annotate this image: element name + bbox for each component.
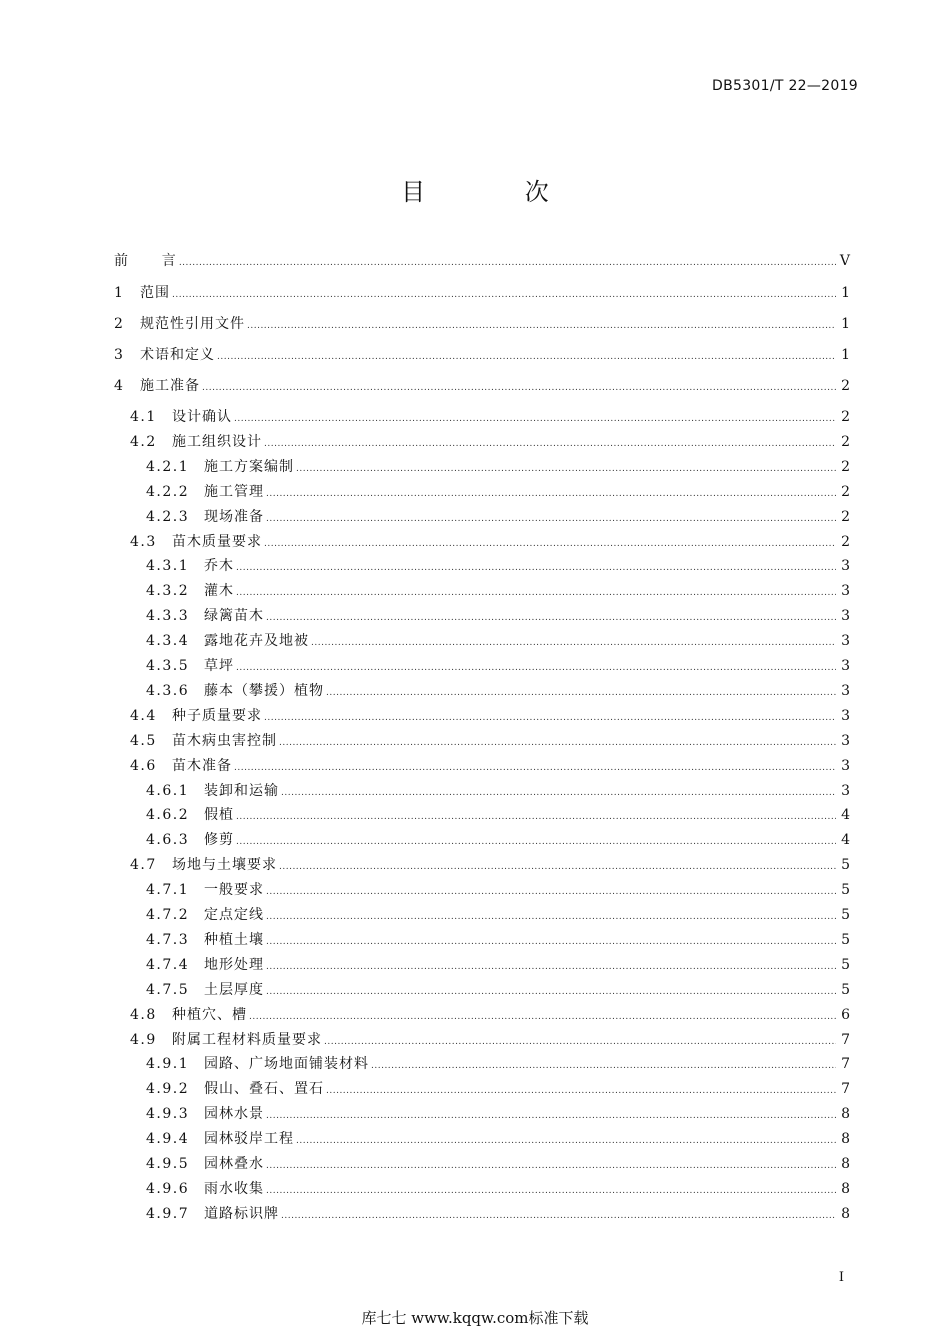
toc-entry-page: 7 (841, 1031, 850, 1048)
toc-entry-number: 1 (114, 285, 125, 301)
toc-entry-page: 8 (841, 1131, 850, 1148)
toc-entry-label: 种植穴、槽 (172, 1006, 247, 1023)
toc-entry-label: 藤本（攀援）植物 (204, 682, 324, 699)
toc-leader-dots (266, 509, 836, 529)
toc-leader-dots (266, 882, 836, 902)
toc-entry-page: 3 (841, 558, 850, 575)
toc-entry-label: 假山、叠石、置石 (204, 1081, 324, 1098)
toc-entry-page: 4 (841, 832, 850, 849)
toc-entry-page: 5 (841, 882, 850, 899)
toc-entry-page: 2 (841, 458, 850, 475)
toc-entry[interactable] (114, 314, 850, 334)
toc-entry-page: 8 (841, 1156, 850, 1172)
toc-entry-label: 设计确认 (172, 409, 232, 425)
toc-entry-number: 2 (114, 316, 125, 332)
toc-entry-label: 土层厚度 (204, 981, 264, 998)
toc-entry-number: 4.9.3 (146, 1106, 190, 1123)
toc-entry-page: 5 (841, 956, 850, 973)
toc-entry-label: 场地与土壤要求 (172, 857, 277, 874)
toc-entry-number: 4.2 (130, 433, 157, 450)
toc-leader-dots (179, 253, 836, 273)
toc-entry-number: 前 (114, 253, 130, 269)
toc-entry-page: 7 (841, 1056, 850, 1073)
toc-entry-page: 3 (841, 658, 850, 674)
toc-entry-label: 园林叠水 (204, 1156, 264, 1172)
toc-leader-dots (202, 378, 836, 398)
toc-entry[interactable] (114, 1129, 850, 1149)
toc-entry[interactable] (114, 556, 850, 576)
toc-entry[interactable] (114, 756, 850, 776)
toc-entry-page: 3 (841, 583, 850, 600)
toc-leader-dots (326, 683, 836, 703)
toc-entry-page: 8 (841, 1180, 850, 1197)
toc-leader-dots (281, 783, 836, 803)
toc-entry-number: 4.7.1 (146, 882, 190, 899)
toc-entry-number: 4.9.1 (146, 1056, 190, 1073)
toc-entry[interactable] (114, 432, 850, 452)
toc-leader-dots (266, 608, 836, 628)
toc-leader-dots (217, 347, 836, 367)
toc-entry[interactable] (114, 1204, 850, 1224)
toc-entry[interactable] (114, 1179, 850, 1199)
toc-leader-dots (266, 484, 836, 504)
page-number: I (838, 1270, 844, 1285)
toc-leader-dots (264, 708, 836, 728)
toc-entry[interactable] (114, 930, 850, 950)
toc-entry[interactable] (114, 731, 850, 751)
toc-entry[interactable] (114, 681, 850, 701)
toc-entry-number: 3 (114, 347, 125, 363)
toc-leader-dots (264, 434, 836, 454)
toc-entry[interactable] (114, 880, 850, 900)
toc-entry[interactable] (114, 345, 850, 365)
toc-entry-label: 地形处理 (204, 956, 264, 973)
toc-entry-number: 4.2.3 (146, 508, 190, 525)
toc-entry-number: 4.3.1 (146, 558, 190, 575)
footer-watermark: 库七七 www.kqqw.com标准下载 (361, 1309, 589, 1327)
toc-entry-page: 5 (841, 931, 850, 948)
toc-entry[interactable] (114, 581, 850, 601)
toc-entry[interactable] (114, 805, 850, 825)
toc-entry-page: 3 (841, 682, 850, 699)
toc-entry[interactable] (114, 507, 850, 527)
toc-entry-number: 4.9.2 (146, 1081, 190, 1098)
toc-leader-dots (296, 1131, 836, 1151)
toc-entry-number: 4 (114, 378, 125, 394)
toc-entry[interactable] (114, 1005, 850, 1025)
toc-entry[interactable] (114, 830, 850, 850)
toc-entry-page: V (839, 253, 850, 269)
toc-entry[interactable] (114, 407, 850, 427)
toc-entry-label: 术语和定义 (140, 347, 215, 363)
toc-entry-page: 7 (841, 1081, 850, 1098)
toc-entry-label: 一般要求 (204, 882, 264, 899)
toc-entry-label: 装卸和运输 (204, 782, 279, 799)
toc-leader-dots (172, 285, 836, 305)
toc-entry-number: 4.7 (130, 857, 157, 874)
toc-entry[interactable] (114, 376, 850, 396)
toc-leader-dots (371, 1056, 836, 1076)
toc-leader-dots (279, 857, 836, 877)
toc-entry-page: 2 (841, 508, 850, 525)
toc-entry[interactable] (114, 251, 850, 271)
toc-entry-number: 4.9 (130, 1031, 157, 1048)
toc-entry-label: 乔木 (204, 558, 234, 575)
toc-entry-number: 4.7.3 (146, 931, 190, 948)
toc-entry-number: 4.6.3 (146, 832, 190, 849)
toc-entry[interactable] (114, 1079, 850, 1099)
toc-entry-page: 4 (841, 807, 850, 824)
toc-leader-dots (324, 1032, 836, 1052)
toc-entry-page: 3 (841, 707, 850, 724)
toc-leader-dots (296, 459, 836, 479)
toc-entry-label: 苗木质量要求 (172, 533, 262, 550)
toc-entry[interactable] (114, 631, 850, 651)
toc-entry[interactable] (114, 457, 850, 477)
toc-entry-page: 1 (841, 316, 850, 332)
toc-leader-dots (234, 758, 836, 778)
toc-entry-page: 8 (841, 1205, 850, 1222)
toc-entry-number: 4.6.2 (146, 807, 190, 824)
toc-entry-label: 附属工程材料质量要求 (172, 1031, 322, 1048)
toc-entry-label: 道路标识牌 (204, 1205, 279, 1222)
toc-entry[interactable] (114, 1054, 850, 1074)
toc-entry-label: 灌木 (204, 583, 234, 600)
toc-entry-number: 4.6 (130, 757, 157, 774)
toc-entry[interactable] (114, 955, 850, 975)
document-code: DB5301/T 22—2019 (712, 78, 858, 94)
toc-entry-number: 4.1 (130, 409, 157, 425)
toc-leader-dots (266, 957, 836, 977)
toc-leader-dots (234, 409, 836, 429)
toc-entry-number: 4.9.6 (146, 1180, 190, 1197)
toc-entry-page: 8 (841, 1106, 850, 1123)
toc-entry-number: 4.7.5 (146, 981, 190, 998)
toc-entry[interactable] (114, 855, 850, 875)
toc-entry-page: 1 (841, 347, 850, 363)
toc-entry-page: 1 (841, 285, 850, 301)
toc-entry-label: 露地花卉及地被 (204, 633, 309, 650)
toc-entry-number: 4.7.4 (146, 956, 190, 973)
toc-leader-dots (311, 633, 836, 653)
toc-entry-page: 3 (841, 608, 850, 625)
toc-entry[interactable] (114, 606, 850, 626)
toc-entry-label: 规范性引用文件 (140, 316, 245, 332)
toc-leader-dots (266, 932, 836, 952)
toc-entry-number: 4.3.5 (146, 658, 190, 674)
toc-entry-number: 4.5 (130, 732, 157, 749)
toc-entry-number: 4.9.4 (146, 1131, 190, 1148)
toc-entry-page: 3 (841, 633, 850, 650)
toc-entry-number: 4.9.7 (146, 1205, 190, 1222)
toc-entry-label: 定点定线 (204, 907, 264, 923)
toc-entry-label: 施工管理 (204, 483, 264, 500)
toc-leader-dots (266, 982, 836, 1002)
toc-entry-label: 假植 (204, 807, 234, 824)
toc-leader-dots (236, 558, 836, 578)
toc-entry[interactable] (114, 1030, 850, 1050)
toc-entry[interactable] (114, 656, 850, 676)
toc-leader-dots (236, 832, 836, 852)
toc-entry-label: 草坪 (204, 658, 234, 674)
toc-entry-label: 现场准备 (204, 508, 264, 525)
toc-entry-page: 5 (841, 981, 850, 998)
toc-leader-dots (249, 1007, 836, 1027)
toc-entry-number: 4.3.4 (146, 633, 190, 650)
toc-entry-number: 4.3.6 (146, 682, 190, 699)
toc-entry-page: 3 (841, 782, 850, 799)
toc-entry-label: 绿篱苗木 (204, 608, 264, 625)
toc-entry-page: 2 (841, 533, 850, 550)
toc-entry-label: 施工组织设计 (172, 433, 262, 450)
toc-entry-number: 4.2.1 (146, 458, 190, 475)
toc-entry-label: 施工准备 (140, 378, 200, 394)
toc-entry-page: 3 (841, 757, 850, 774)
toc-entry-page: 5 (841, 907, 850, 923)
toc-leader-dots (326, 1081, 836, 1101)
toc-entry-number: 4.3.3 (146, 608, 190, 625)
toc-entry-label: 种子质量要求 (172, 707, 262, 724)
toc-entry-label: 修剪 (204, 832, 234, 849)
toc-leader-dots (266, 1106, 836, 1126)
toc-leader-dots (281, 1206, 836, 1226)
toc-entry-number: 4.3 (130, 533, 157, 550)
toc-entry-label: 施工方案编制 (204, 458, 294, 475)
toc-entry[interactable] (114, 980, 850, 1000)
toc-entry-number: 4.7.2 (146, 907, 190, 923)
toc-title: 目 次 (401, 178, 595, 206)
toc-entry-label: 园路、广场地面铺装材料 (204, 1056, 369, 1073)
toc-leader-dots (279, 733, 836, 753)
toc-entry-label: 范围 (140, 285, 170, 301)
toc-entry[interactable] (114, 1154, 850, 1174)
toc-entry-number: 4.9.5 (146, 1156, 190, 1172)
toc-entry-label: 苗木病虫害控制 (172, 732, 277, 749)
toc-entry-label: 园林水景 (204, 1106, 264, 1123)
toc-entry[interactable] (114, 283, 850, 303)
toc-leader-dots (236, 807, 836, 827)
toc-entry-label: 园林驳岸工程 (204, 1131, 294, 1148)
toc-entry[interactable] (114, 1104, 850, 1124)
toc-entry-page: 2 (841, 433, 850, 450)
toc-entry-page: 5 (841, 857, 850, 874)
toc-entry-number: 4.2.2 (146, 483, 190, 500)
toc-entry[interactable] (114, 482, 850, 502)
toc-leader-dots (266, 907, 836, 927)
toc-entry-label: 种植土壤 (204, 931, 264, 948)
toc-entry-page: 2 (841, 409, 850, 425)
toc-entry[interactable] (114, 905, 850, 925)
toc-entry[interactable] (114, 532, 850, 552)
toc-leader-dots (236, 583, 836, 603)
toc-entry-page: 2 (841, 483, 850, 500)
toc-leader-dots (266, 1156, 836, 1176)
toc-leader-dots (264, 534, 836, 554)
toc-leader-dots (236, 658, 836, 678)
toc-entry-number: 4.3.2 (146, 583, 190, 600)
toc-leader-dots (266, 1181, 836, 1201)
toc-entry-number: 4.8 (130, 1006, 157, 1023)
toc-entry[interactable] (114, 781, 850, 801)
toc-entry-page: 3 (841, 732, 850, 749)
toc-leader-dots (247, 316, 836, 336)
toc-entry-page: 6 (841, 1006, 850, 1023)
toc-entry-label: 苗木准备 (172, 757, 232, 774)
toc-entry-number: 4.4 (130, 707, 157, 724)
toc-entry-label: 言 (140, 253, 177, 269)
toc-entry-number: 4.6.1 (146, 782, 190, 799)
toc-entry-label: 雨水收集 (204, 1180, 264, 1197)
toc-entry-page: 2 (841, 378, 850, 394)
toc-entry[interactable] (114, 706, 850, 726)
